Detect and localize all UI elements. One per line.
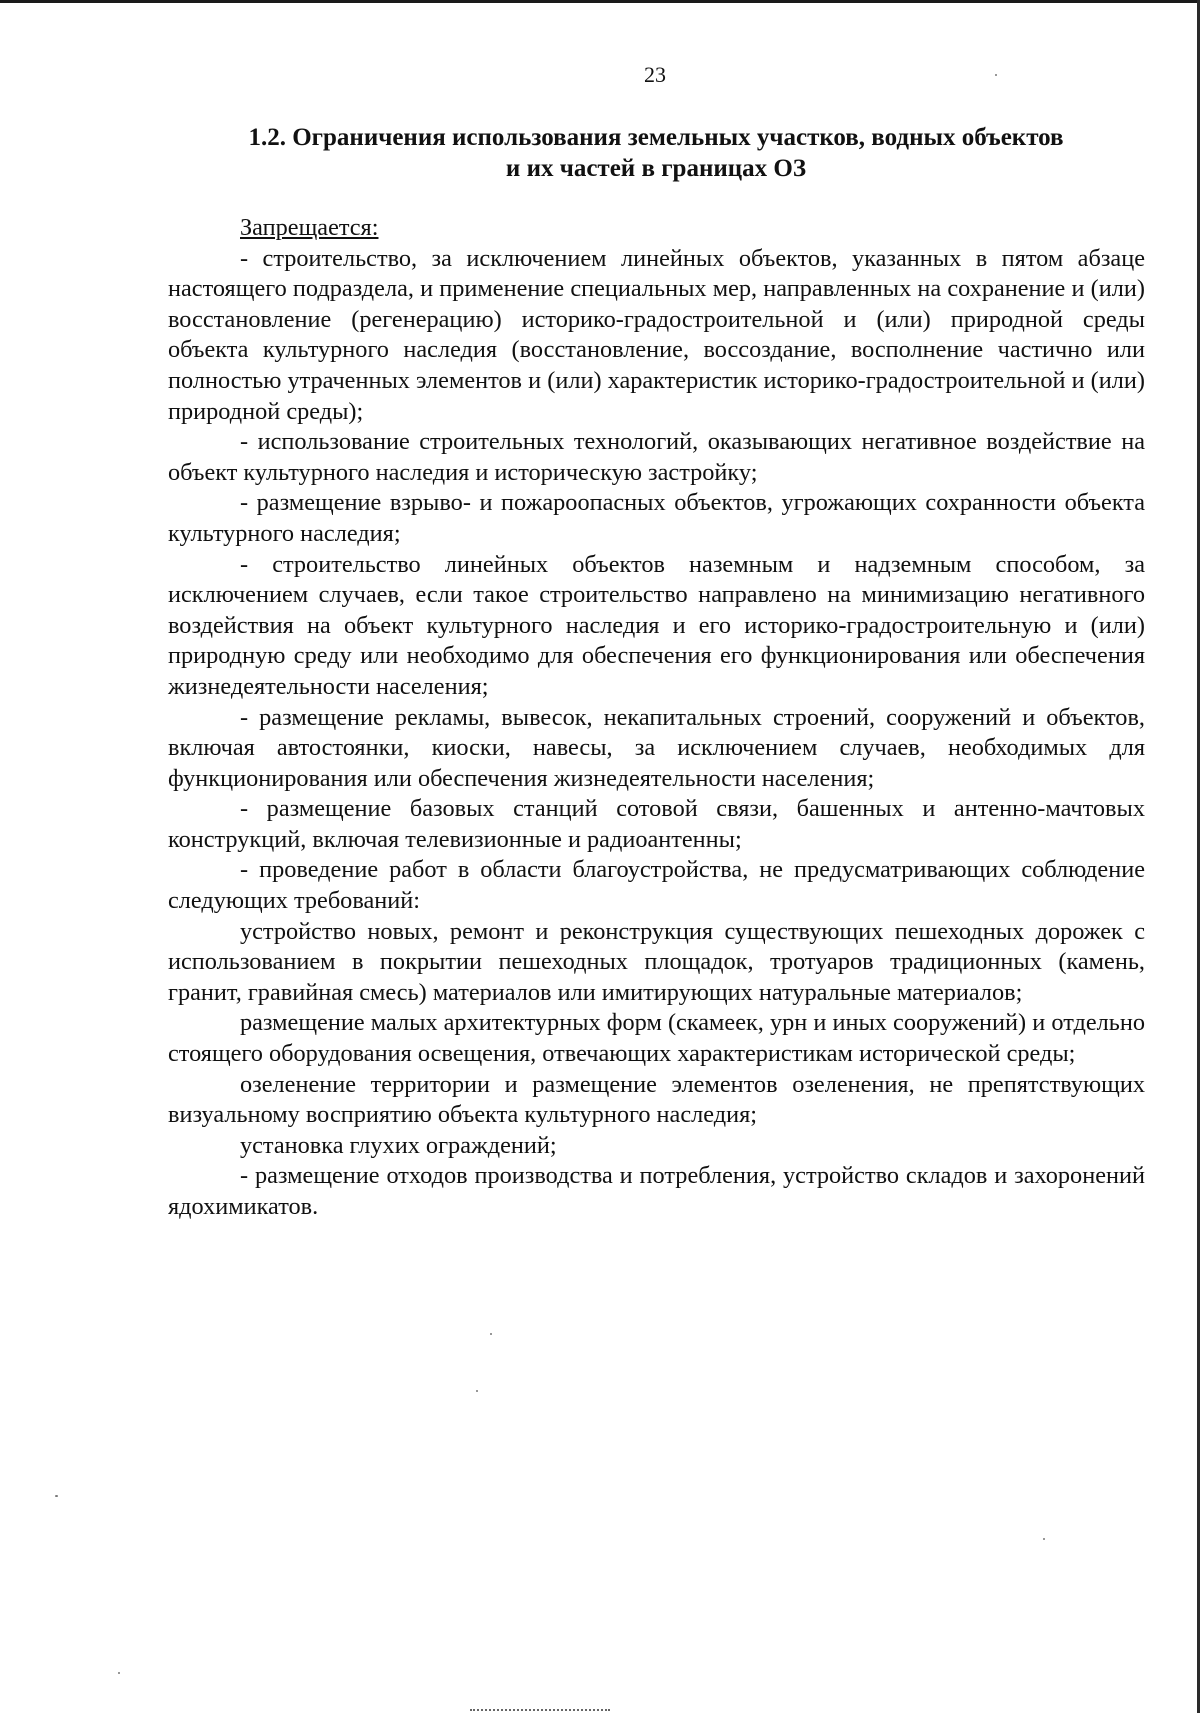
paragraph: - проведение работ в области благоустройства, не предусматривающих соблюдение следующих требований: — [168, 856, 1145, 915]
paragraph: установка глухих ограждений; — [240, 1131, 557, 1159]
paragraph: - размещение отходов производства и потребления, устройство складов и захоронений ядохимикатов. — [168, 1162, 1145, 1220]
scan-speck — [490, 1333, 492, 1335]
scan-speck — [55, 1495, 58, 1497]
scan-speck — [1043, 1538, 1045, 1540]
paragraph: - размещение рекламы, вывесок, некапитальных строений, сооружений и объектов, включая автостоянки, киоски, навесы, за исключением случаев, необходимых для функционирования или обеспечения жизнедеятельности населения; — [168, 703, 1145, 792]
document-body — [168, 213, 1145, 1223]
section-title — [168, 122, 1144, 184]
paragraph: размещение малых архитектурных форм (скамеек, урн и иных сооружений) и отдельно стоящего оборудования освещения, отвечающих характеристикам исторической среды; — [168, 1009, 1145, 1068]
section-title-line-2: и их частей в границах ОЗ — [505, 155, 807, 182]
paragraph: устройство новых, ремонт и реконструкция существующих пешеходных дорожек с использованием в покрытии пешеходных площадок, тротуаров традиционных (камень, гранит, гравийная смесь) материалов или имитирующих натуральные материалов; — [168, 917, 1145, 1006]
paragraph: - строительство, за исключением линейных объектов, указанных в пятом абзаце настоящего подраздела, и применение специальных мер, направленных на сохранение и (или) восстановление (регенерацию) историко-градостроительной и (или) природной среды объекта культурного наследия (восстановление, воссоздание, восполнение частично или полностью утраченных элементов и (или) характеристик историко-градостроительной и (или) природной среды); — [168, 244, 1145, 425]
scan-edge-top — [0, 0, 1200, 3]
page-number: 23 — [644, 62, 666, 87]
paragraph: - размещение базовых станций сотовой связи, башенных и антенно-мачтовых конструкций, включая телевизионные и радиоантенны; — [168, 795, 1145, 853]
lead-heading: Запрещается: — [240, 214, 379, 241]
section-title-line-1: 1.2. Ограничения использования земельных участков, водных объектов — [248, 124, 1064, 151]
scan-speck — [995, 74, 997, 76]
scan-speck — [476, 1390, 478, 1392]
paragraph: озеленение территории и размещение элементов озеленения, не препятствующих визуальному восприятию объекта культурного наследия; — [168, 1070, 1145, 1129]
paragraph: - размещение взрыво- и пожароопасных объектов, угрожающих сохранности объекта культурного наследия; — [168, 489, 1145, 547]
paragraph: - использование строительных технологий, оказывающих негативное воздействие на объект культурного наследия и историческую застройку; — [168, 428, 1145, 486]
scan-speck — [118, 1672, 120, 1674]
paragraph: - строительство линейных объектов наземным и надземным способом, за исключением случаев, если такое строительство направлено на минимизацию негативного воздействия на объект культурного наследия и его историко-градостроительную и (или) природную среду или необходимо для обеспечения его функционирования или обеспечения жизнедеятельности населения; — [168, 550, 1145, 700]
scan-artifact-bottom — [470, 1709, 610, 1714]
